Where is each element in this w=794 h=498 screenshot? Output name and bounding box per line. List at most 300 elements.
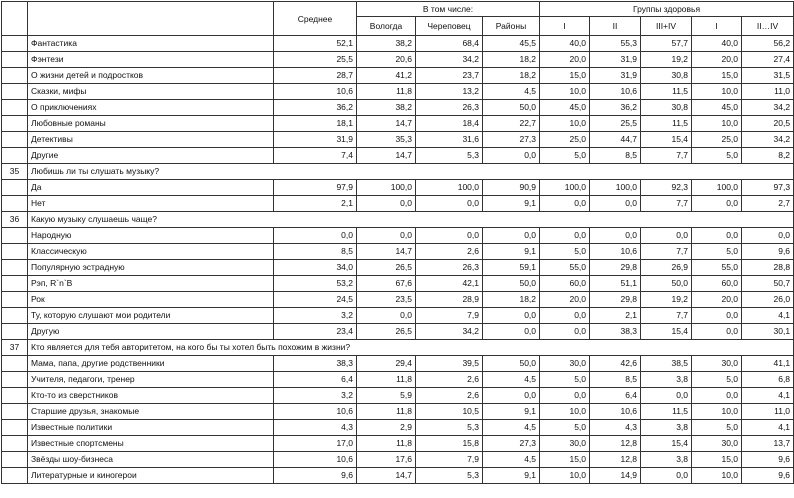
value-cell: 0,0 — [540, 324, 590, 340]
question-text: Кто является для тебя авторитетом, на кого бы ты хотел быть похожим в жизни? — [28, 340, 794, 356]
header-group-1-b: I — [692, 17, 742, 36]
value-cell: 15,0 — [692, 68, 742, 84]
value-cell: 50,0 — [483, 356, 540, 372]
header-group-1: I — [540, 17, 590, 36]
header-health-groups: Группы здоровья — [540, 2, 794, 17]
value-cell: 12,8 — [590, 452, 641, 468]
value-cell: 7,7 — [641, 196, 692, 212]
value-cell: 60,0 — [692, 276, 742, 292]
value-cell: 42,6 — [590, 356, 641, 372]
value-cell: 39,5 — [416, 356, 483, 372]
table-row — [2, 196, 794, 212]
value-cell: 3,2 — [274, 308, 357, 324]
value-cell: 10,6 — [590, 244, 641, 260]
value-cell: 9,6 — [742, 468, 794, 484]
value-cell: 18,2 — [483, 292, 540, 308]
value-cell: 40,0 — [540, 36, 590, 52]
value-cell: 0,0 — [357, 308, 416, 324]
value-cell: 5,0 — [540, 420, 590, 436]
value-cell: 7,7 — [641, 244, 692, 260]
value-cell: 10,0 — [692, 116, 742, 132]
value-cell: 30,1 — [742, 324, 794, 340]
value-cell: 3,8 — [641, 452, 692, 468]
value-cell: 0,0 — [641, 388, 692, 404]
row-label: Фэнтези — [28, 52, 274, 68]
value-cell: 45,5 — [483, 36, 540, 52]
value-cell: 20,0 — [540, 292, 590, 308]
question-text: Любишь ли ты слушать музыку? — [28, 164, 794, 180]
value-cell: 57,7 — [641, 36, 692, 52]
value-cell: 4,3 — [274, 420, 357, 436]
value-cell: 28,7 — [274, 68, 357, 84]
value-cell: 4,5 — [483, 372, 540, 388]
row-num-cell — [2, 244, 28, 260]
value-cell: 17,0 — [274, 436, 357, 452]
row-num-cell — [2, 356, 28, 372]
table-row — [2, 84, 794, 100]
value-cell: 3,8 — [641, 420, 692, 436]
value-cell: 9,1 — [483, 468, 540, 484]
value-cell: 23,5 — [357, 292, 416, 308]
value-cell: 6,8 — [742, 372, 794, 388]
value-cell: 30,0 — [692, 436, 742, 452]
table-body — [2, 36, 794, 484]
value-cell: 11,5 — [641, 116, 692, 132]
value-cell: 13,7 — [742, 436, 794, 452]
question-number: 36 — [2, 212, 28, 228]
value-cell: 0,0 — [641, 228, 692, 244]
row-label: Рок — [28, 292, 274, 308]
value-cell: 26,3 — [416, 260, 483, 276]
value-cell: 15,4 — [641, 324, 692, 340]
value-cell: 20,0 — [692, 292, 742, 308]
value-cell: 100,0 — [590, 180, 641, 196]
value-cell: 14,9 — [590, 468, 641, 484]
value-cell: 10,6 — [274, 84, 357, 100]
value-cell: 0,0 — [590, 196, 641, 212]
row-num-cell — [2, 180, 28, 196]
value-cell: 9,1 — [483, 404, 540, 420]
value-cell: 38,2 — [357, 100, 416, 116]
row-num-cell — [2, 292, 28, 308]
row-num-cell — [2, 100, 28, 116]
value-cell: 41,2 — [357, 68, 416, 84]
value-cell: 30,0 — [540, 356, 590, 372]
value-cell: 92,3 — [641, 180, 692, 196]
value-cell: 4,5 — [483, 452, 540, 468]
value-cell: 5,3 — [416, 148, 483, 164]
value-cell: 24,5 — [274, 292, 357, 308]
value-cell: 25,5 — [274, 52, 357, 68]
value-cell: 0,0 — [357, 196, 416, 212]
value-cell: 8,5 — [590, 372, 641, 388]
value-cell: 50,7 — [742, 276, 794, 292]
row-label: Известные спортсмены — [28, 436, 274, 452]
table-row — [2, 260, 794, 276]
value-cell: 29,8 — [590, 292, 641, 308]
value-cell: 0,0 — [483, 308, 540, 324]
table-row — [2, 404, 794, 420]
value-cell: 5,0 — [540, 372, 590, 388]
value-cell: 20,6 — [357, 52, 416, 68]
value-cell: 7,4 — [274, 148, 357, 164]
value-cell: 15,0 — [692, 452, 742, 468]
row-num-cell — [2, 276, 28, 292]
value-cell: 7,7 — [641, 308, 692, 324]
table-row — [2, 356, 794, 372]
header-group-3-4: III+IV — [641, 17, 692, 36]
value-cell: 10,5 — [416, 404, 483, 420]
value-cell: 27,3 — [483, 436, 540, 452]
value-cell: 15,4 — [641, 132, 692, 148]
value-cell: 100,0 — [416, 180, 483, 196]
value-cell: 40,0 — [692, 36, 742, 52]
value-cell: 5,3 — [416, 468, 483, 484]
row-num-cell — [2, 372, 28, 388]
value-cell: 38,3 — [274, 356, 357, 372]
value-cell: 9,6 — [742, 244, 794, 260]
value-cell: 10,0 — [540, 404, 590, 420]
row-num-cell — [2, 452, 28, 468]
value-cell: 11,0 — [742, 84, 794, 100]
value-cell: 10,6 — [274, 404, 357, 420]
value-cell: 28,9 — [416, 292, 483, 308]
value-cell: 27,4 — [742, 52, 794, 68]
row-num-cell — [2, 84, 28, 100]
value-cell: 5,0 — [692, 372, 742, 388]
question-number: 35 — [2, 164, 28, 180]
row-label: Известные политики — [28, 420, 274, 436]
row-label: Популярную эстрадную — [28, 260, 274, 276]
value-cell: 11,0 — [742, 404, 794, 420]
header-region-vologda: Вологда — [357, 17, 416, 36]
table-row — [2, 244, 794, 260]
survey-table — [1, 1, 794, 484]
value-cell: 0,0 — [692, 196, 742, 212]
value-cell: 3,2 — [274, 388, 357, 404]
value-cell: 60,0 — [540, 276, 590, 292]
value-cell: 35,3 — [357, 132, 416, 148]
value-cell: 19,2 — [641, 52, 692, 68]
value-cell: 26,5 — [357, 324, 416, 340]
value-cell: 10,0 — [692, 468, 742, 484]
table-row — [2, 292, 794, 308]
row-num-cell — [2, 436, 28, 452]
table-header — [2, 2, 794, 36]
value-cell: 31,6 — [416, 132, 483, 148]
value-cell: 53,2 — [274, 276, 357, 292]
row-num-cell — [2, 420, 28, 436]
table-row — [2, 436, 794, 452]
question-row — [2, 212, 794, 228]
row-label: Нет — [28, 196, 274, 212]
question-number: 37 — [2, 340, 28, 356]
question-text: Какую музыку слушаешь чаще? — [28, 212, 794, 228]
table-row — [2, 420, 794, 436]
table-row — [2, 372, 794, 388]
value-cell: 15,4 — [641, 436, 692, 452]
value-cell: 6,4 — [274, 372, 357, 388]
value-cell: 38,5 — [641, 356, 692, 372]
row-num-cell — [2, 228, 28, 244]
header-region-districts: Районы — [483, 17, 540, 36]
row-label: О жизни детей и подростков — [28, 68, 274, 84]
row-label: Литературные и киногерои — [28, 468, 274, 484]
value-cell: 55,3 — [590, 36, 641, 52]
row-num-cell — [2, 468, 28, 484]
row-label: Учителя, педагоги, тренер — [28, 372, 274, 388]
value-cell: 36,2 — [590, 100, 641, 116]
value-cell: 11,5 — [641, 404, 692, 420]
value-cell: 0,0 — [274, 228, 357, 244]
value-cell: 34,0 — [274, 260, 357, 276]
value-cell: 4,5 — [483, 84, 540, 100]
value-cell: 23,7 — [416, 68, 483, 84]
value-cell: 2,6 — [416, 372, 483, 388]
table-row — [2, 100, 794, 116]
row-label: Народную — [28, 228, 274, 244]
row-num-cell — [2, 68, 28, 84]
header-group-2: II — [590, 17, 641, 36]
value-cell: 0,0 — [540, 196, 590, 212]
table-row — [2, 68, 794, 84]
value-cell: 5,0 — [540, 244, 590, 260]
value-cell: 14,7 — [357, 468, 416, 484]
row-label: Старшие друзья, знакомые — [28, 404, 274, 420]
value-cell: 51,1 — [590, 276, 641, 292]
value-cell: 4,1 — [742, 308, 794, 324]
value-cell: 59,1 — [483, 260, 540, 276]
table-row — [2, 228, 794, 244]
row-label: Фантастика — [28, 36, 274, 52]
row-label: Детективы — [28, 132, 274, 148]
table-row — [2, 180, 794, 196]
row-num-cell — [2, 260, 28, 276]
value-cell: 68,4 — [416, 36, 483, 52]
value-cell: 0,0 — [357, 228, 416, 244]
value-cell: 41,1 — [742, 356, 794, 372]
value-cell: 18,1 — [274, 116, 357, 132]
row-label: Звёзды шоу-бизнеса — [28, 452, 274, 468]
value-cell: 2,6 — [416, 244, 483, 260]
value-cell: 55,0 — [692, 260, 742, 276]
value-cell: 56,2 — [742, 36, 794, 52]
value-cell: 0,0 — [692, 324, 742, 340]
table-row — [2, 308, 794, 324]
value-cell: 15,0 — [540, 68, 590, 84]
row-label: Кто-то из сверстников — [28, 388, 274, 404]
value-cell: 11,8 — [357, 436, 416, 452]
value-cell: 13,2 — [416, 84, 483, 100]
value-cell: 11,8 — [357, 84, 416, 100]
value-cell: 5,3 — [416, 420, 483, 436]
value-cell: 18,2 — [483, 68, 540, 84]
value-cell: 0,0 — [483, 324, 540, 340]
value-cell: 100,0 — [540, 180, 590, 196]
value-cell: 5,0 — [692, 420, 742, 436]
row-label: О приключениях — [28, 100, 274, 116]
value-cell: 17,6 — [357, 452, 416, 468]
row-num-cell — [2, 132, 28, 148]
row-num-cell — [2, 196, 28, 212]
value-cell: 26,9 — [641, 260, 692, 276]
row-num-cell — [2, 116, 28, 132]
value-cell: 7,9 — [416, 452, 483, 468]
value-cell: 0,0 — [416, 196, 483, 212]
table-row — [2, 324, 794, 340]
value-cell: 0,0 — [483, 228, 540, 244]
table-row — [2, 132, 794, 148]
value-cell: 18,4 — [416, 116, 483, 132]
value-cell: 27,3 — [483, 132, 540, 148]
table-row — [2, 276, 794, 292]
value-cell: 50,0 — [483, 100, 540, 116]
value-cell: 31,9 — [590, 52, 641, 68]
value-cell: 2,6 — [416, 388, 483, 404]
value-cell: 2,1 — [274, 196, 357, 212]
value-cell: 0,0 — [742, 228, 794, 244]
value-cell: 10,0 — [692, 404, 742, 420]
value-cell: 5,0 — [692, 148, 742, 164]
header-average: Среднее — [274, 2, 357, 36]
value-cell: 8,2 — [742, 148, 794, 164]
value-cell: 26,0 — [742, 292, 794, 308]
row-label: Ту, которую слушают мои родители — [28, 308, 274, 324]
value-cell: 34,2 — [416, 52, 483, 68]
value-cell: 5,0 — [540, 148, 590, 164]
value-cell: 25,0 — [692, 132, 742, 148]
value-cell: 11,8 — [357, 372, 416, 388]
table-row — [2, 388, 794, 404]
value-cell: 26,5 — [357, 260, 416, 276]
value-cell: 8,5 — [590, 148, 641, 164]
value-cell: 38,3 — [590, 324, 641, 340]
value-cell: 0,0 — [692, 228, 742, 244]
value-cell: 12,8 — [590, 436, 641, 452]
value-cell: 55,0 — [540, 260, 590, 276]
value-cell: 100,0 — [357, 180, 416, 196]
value-cell: 4,1 — [742, 388, 794, 404]
row-num-cell — [2, 388, 28, 404]
value-cell: 29,8 — [590, 260, 641, 276]
question-row — [2, 164, 794, 180]
header-region-cherepovets: Череповец — [416, 17, 483, 36]
value-cell: 36,2 — [274, 100, 357, 116]
value-cell: 9,1 — [483, 196, 540, 212]
row-num-cell — [2, 52, 28, 68]
value-cell: 10,6 — [590, 404, 641, 420]
value-cell: 2,9 — [357, 420, 416, 436]
value-cell: 25,0 — [540, 132, 590, 148]
table-row — [2, 452, 794, 468]
row-label: Другую — [28, 324, 274, 340]
value-cell: 6,4 — [590, 388, 641, 404]
value-cell: 14,7 — [357, 148, 416, 164]
value-cell: 30,8 — [641, 100, 692, 116]
value-cell: 0,0 — [540, 308, 590, 324]
row-num-cell — [2, 308, 28, 324]
value-cell: 0,0 — [692, 388, 742, 404]
row-label: Другие — [28, 148, 274, 164]
value-cell: 44,7 — [590, 132, 641, 148]
value-cell: 10,0 — [540, 116, 590, 132]
value-cell: 30,8 — [641, 68, 692, 84]
table-row — [2, 52, 794, 68]
value-cell: 45,0 — [692, 100, 742, 116]
value-cell: 42,1 — [416, 276, 483, 292]
value-cell: 10,0 — [540, 84, 590, 100]
value-cell: 0,0 — [483, 388, 540, 404]
value-cell: 20,0 — [540, 52, 590, 68]
header-group-2-4: II…IV — [742, 17, 794, 36]
value-cell: 26,3 — [416, 100, 483, 116]
row-num-cell — [2, 148, 28, 164]
table-row — [2, 116, 794, 132]
value-cell: 10,0 — [540, 468, 590, 484]
value-cell: 2,1 — [590, 308, 641, 324]
value-cell: 45,0 — [540, 100, 590, 116]
header-num-cell — [2, 2, 28, 36]
value-cell: 38,2 — [357, 36, 416, 52]
table-row — [2, 468, 794, 484]
value-cell: 15,0 — [540, 452, 590, 468]
value-cell: 20,5 — [742, 116, 794, 132]
table-row — [2, 36, 794, 52]
value-cell: 4,1 — [742, 420, 794, 436]
value-cell: 5,9 — [357, 388, 416, 404]
value-cell: 67,6 — [357, 276, 416, 292]
value-cell: 15,8 — [416, 436, 483, 452]
value-cell: 0,0 — [416, 228, 483, 244]
header-including: В том числе: — [357, 2, 540, 17]
value-cell: 10,6 — [274, 452, 357, 468]
value-cell: 0,0 — [483, 148, 540, 164]
question-row — [2, 340, 794, 356]
value-cell: 22,7 — [483, 116, 540, 132]
value-cell: 7,9 — [416, 308, 483, 324]
value-cell: 50,0 — [483, 276, 540, 292]
value-cell: 2,7 — [742, 196, 794, 212]
value-cell: 8,5 — [274, 244, 357, 260]
value-cell: 14,7 — [357, 244, 416, 260]
value-cell: 100,0 — [692, 180, 742, 196]
value-cell: 3,8 — [641, 372, 692, 388]
value-cell: 29,4 — [357, 356, 416, 372]
value-cell: 90,9 — [483, 180, 540, 196]
row-label: Классическую — [28, 244, 274, 260]
value-cell: 19,2 — [641, 292, 692, 308]
value-cell: 0,0 — [590, 228, 641, 244]
row-label: Рэп, R`n`B — [28, 276, 274, 292]
row-label: Сказки, мифы — [28, 84, 274, 100]
row-label: Любовные романы — [28, 116, 274, 132]
value-cell: 0,0 — [692, 308, 742, 324]
value-cell: 11,5 — [641, 84, 692, 100]
value-cell: 18,2 — [483, 52, 540, 68]
value-cell: 31,9 — [274, 132, 357, 148]
value-cell: 20,0 — [692, 52, 742, 68]
value-cell: 14,7 — [357, 116, 416, 132]
value-cell: 30,0 — [692, 356, 742, 372]
value-cell: 31,9 — [590, 68, 641, 84]
value-cell: 4,3 — [590, 420, 641, 436]
value-cell: 0,0 — [540, 228, 590, 244]
value-cell: 0,0 — [641, 468, 692, 484]
header-label-cell — [28, 2, 274, 36]
value-cell: 0,0 — [540, 388, 590, 404]
row-num-cell — [2, 324, 28, 340]
value-cell: 7,7 — [641, 148, 692, 164]
